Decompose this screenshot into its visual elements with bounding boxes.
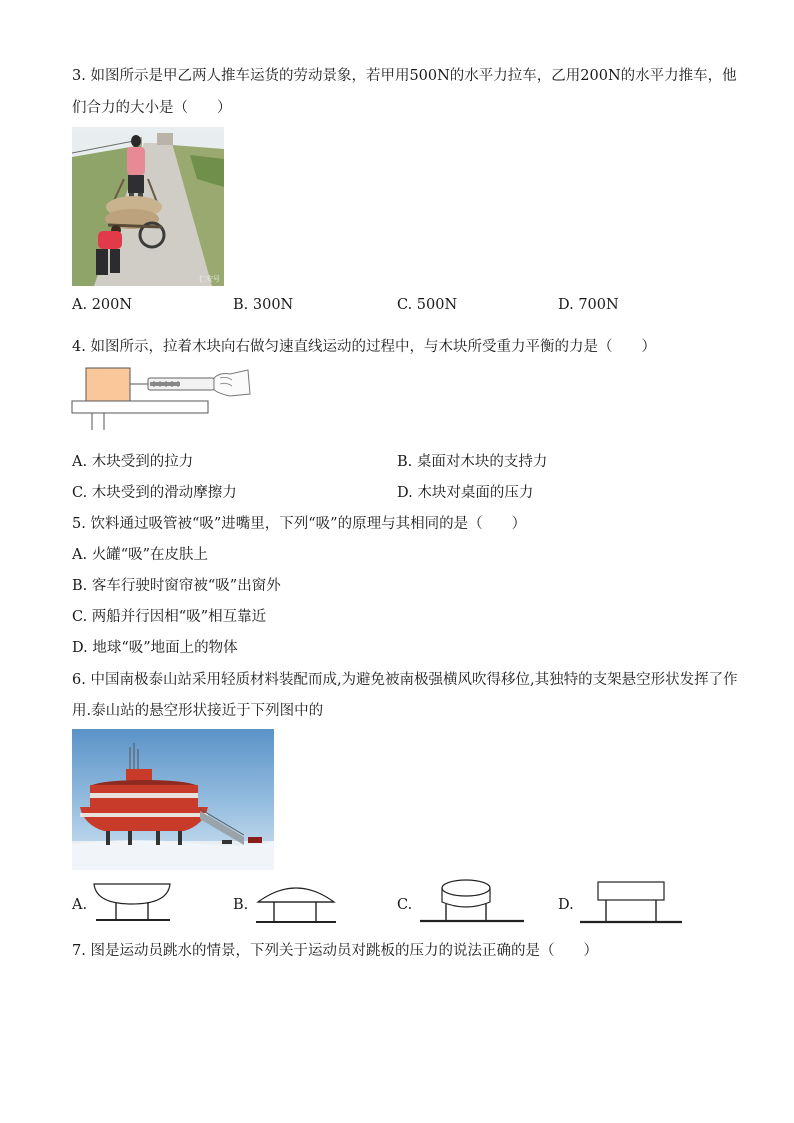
q5-text: 5. 饮料通过吸管被“吸”进嘴里，下列“吸”的原理与其相同的是（ ） [72,516,527,532]
q4-block-diagram [70,364,255,434]
option-letter: D. [72,640,88,656]
q6-option-d[interactable] [558,895,574,915]
q6-station-photo [72,729,274,870]
q3-text-line1: 3. 如图所示是甲乙两人推车运货的劳动景象，若甲用500N的水平力拉车，乙用200N的水平力推车，他 [72,68,737,84]
option-text: 木块受到的拉力 [91,454,194,470]
q4-option-a[interactable] [72,452,193,472]
option-letter: C. [397,897,413,913]
q4-option-d[interactable] [397,483,533,503]
option-text: 客车行驶时窗帘被“吸”出窗外 [91,578,281,594]
q5-option-d[interactable] [72,638,238,658]
option-text: 桌面对木块的支持力 [416,454,548,470]
option-text: 700N [578,297,619,313]
q6-text-line1: 6. 中国南极泰山站采用轻质材料装配而成,为避免被南极强横风吹得移位,其独特的支架悬空形状发挥了作 [72,672,738,688]
option-text: 木块对桌面的压力 [417,485,534,501]
option-text: 木块受到的滑动摩擦力 [91,485,237,501]
q6-option-a[interactable] [72,895,87,915]
option-letter: D. [558,297,574,313]
q6-option-b[interactable] [233,895,248,915]
q5-option-c[interactable] [72,607,266,627]
q3-option-b[interactable] [233,295,293,315]
option-letter: B. [233,897,249,913]
q6-option-c[interactable] [397,895,412,915]
option-letter: B. [233,297,249,313]
option-letter: C. [72,485,88,501]
option-letter: B. [72,578,88,594]
option-text: 300N [252,297,294,313]
option-letter: A. [72,297,88,313]
photo-watermark: 仁安号 [199,275,220,283]
q5-option-a[interactable] [72,545,208,565]
option-text: 两船并行因相“吸”相互靠近 [91,609,267,625]
shape-c-drum [416,876,528,926]
option-text: 500N [416,297,458,313]
q3-option-c[interactable] [397,295,457,315]
option-text: 200N [91,297,133,313]
shape-b-dome-top [252,878,340,926]
q4-text: 4. 如图所示，拉着木块向右做匀速直线运动的过程中，与木块所受重力平衡的力是（ ） [72,339,656,355]
option-letter: D. [397,485,413,501]
option-letter: B. [397,454,413,470]
q4-option-c[interactable] [72,483,237,503]
option-letter: C. [72,609,88,625]
shape-d-box [576,878,686,926]
q3-cart-photo [72,127,224,286]
q4-option-b[interactable] [397,452,547,472]
option-letter: C. [397,297,413,313]
option-text: 地球“吸”地面上的物体 [92,640,238,656]
option-text: 火罐“吸”在皮肤上 [91,547,209,563]
q3-option-d[interactable] [558,295,619,315]
q7-text: 7. 图是运动员跳水的情景，下列关于运动员对跳板的压力的说法正确的是（ ） [72,943,598,959]
q3-option-a[interactable] [72,295,132,315]
option-letter: D. [558,897,574,913]
q6-text-line2: 用.泰山站的悬空形状接近于下列图中的 [72,703,324,719]
q5-option-b[interactable] [72,576,281,596]
option-letter: A. [72,547,88,563]
option-letter: A. [72,897,88,913]
shape-a-inverted-dome [88,880,174,924]
option-letter: A. [72,454,88,470]
q3-text-line2: 们合力的大小是（ ） [72,100,232,116]
